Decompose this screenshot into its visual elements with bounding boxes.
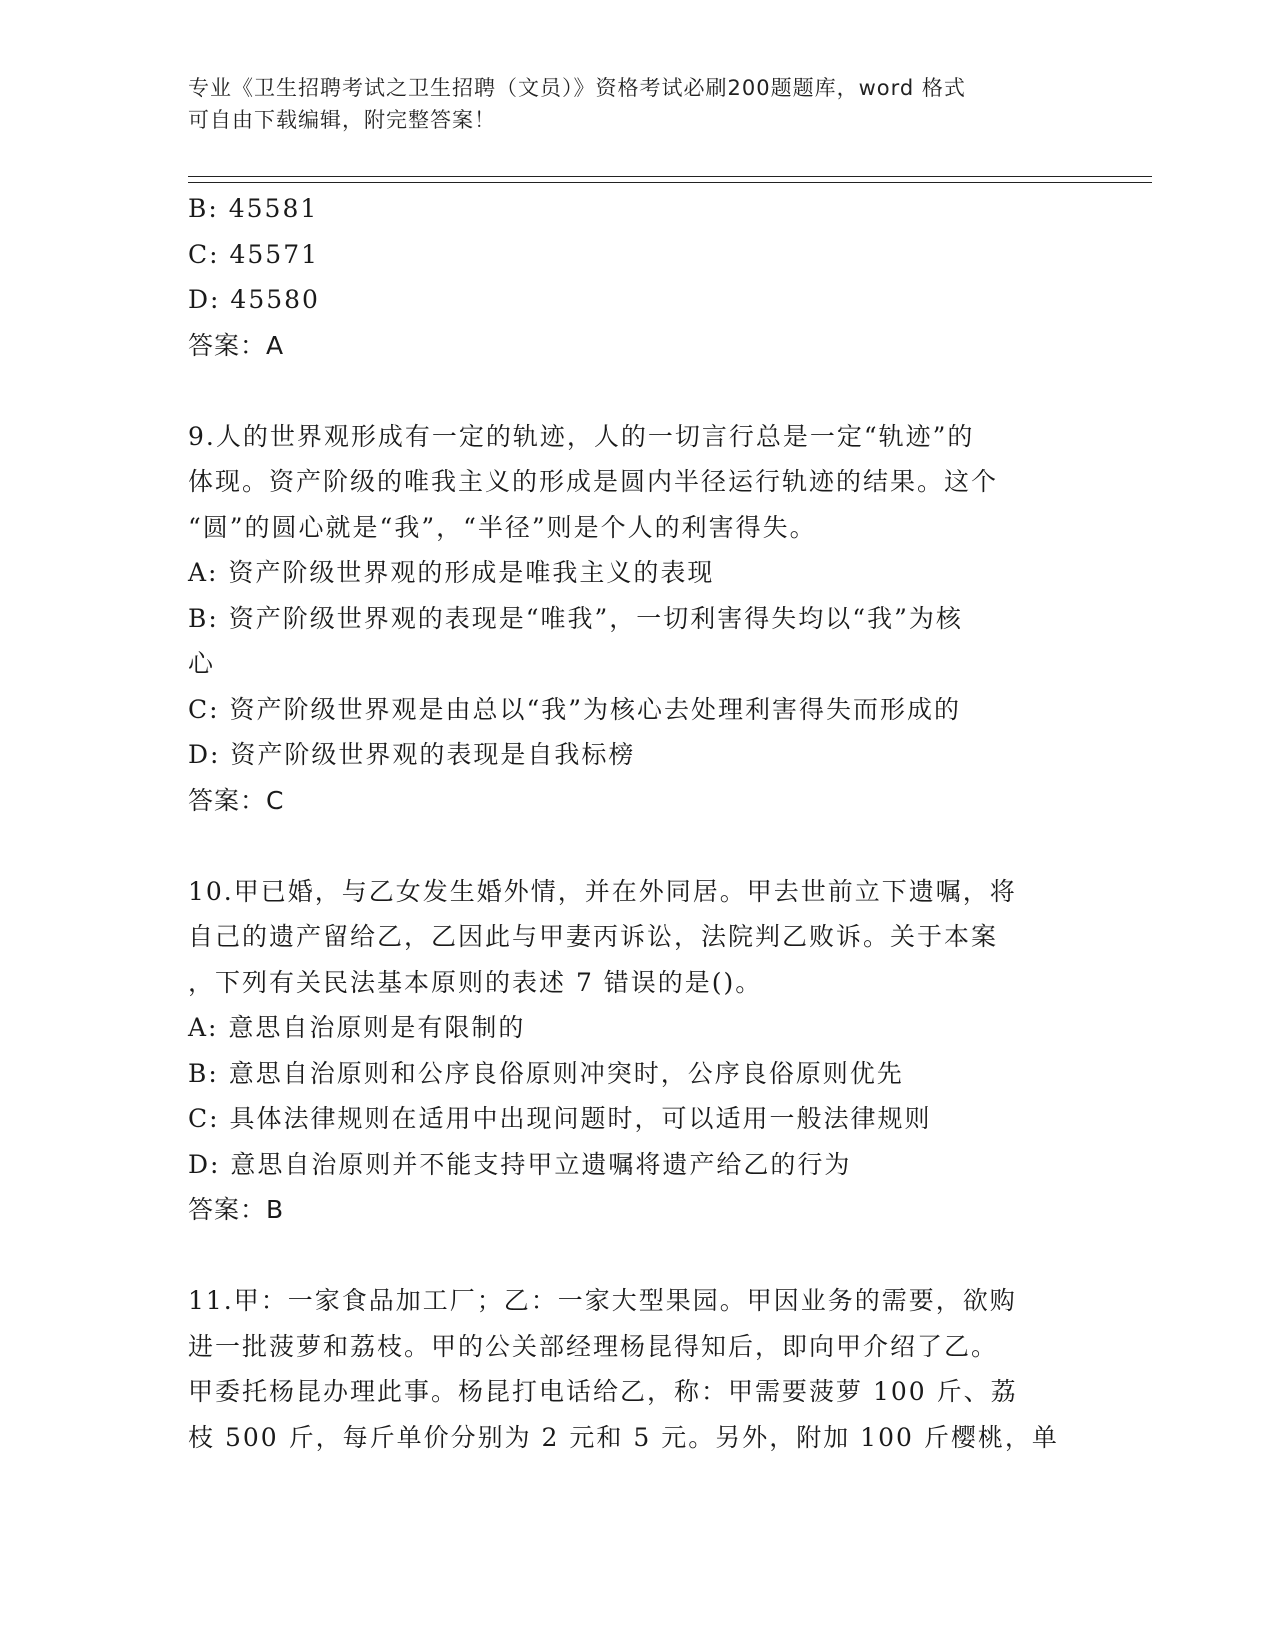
answer-line: 答案：A [188,330,285,360]
question-stem-line: ，下列有关民法基本原则的表述 7 错误的是()。 [188,967,763,997]
option-d: D: 45580 [188,285,320,314]
question-stem-line: 甲委托杨昆办理此事。杨昆打电话给乙，称：甲需要菠萝 100 斤、荔 [188,1377,1018,1406]
header-rule-bottom [188,182,1152,183]
option-b: B: 意思自治原则和公序良俗原则冲突时，公序良俗原则优先 [188,1058,904,1088]
question-stem-line: 体现。资产阶级的唯我主义的形成是圆内半径运行轨迹的结果。这个 [188,467,999,496]
header-rule-top [188,176,1152,177]
option-c: C: 45571 [188,239,320,269]
question-11 [188,1278,1088,1460]
question-stem-line: 枝 500 斤，每斤单价分别为 2 元和 5 元。另外，附加 100 斤樱桃，单 [188,1422,1059,1452]
question-9 [188,414,1088,824]
option-a: A: 意思自治原则是有限制的 [188,1013,526,1042]
question-stem-line: “圆”的圆心就是“我”，“半径”则是个人的利害得失。 [188,512,817,542]
question-stem-line: 10.甲已婚，与乙女发生婚外情，并在外同居。甲去世前立下遗嘱，将 [188,876,1017,906]
question-stem-line: 9.人的世界观形成有一定的轨迹，人的一切言行总是一定“轨迹”的 [188,421,975,451]
option-a: A: 资产阶级世界观的形成是唯我主义的表现 [188,558,715,587]
question-stem-line: 11.甲：一家食品加工厂；乙：一家大型果园。甲因业务的需要，欲购 [188,1286,1017,1315]
answer-line: 答案：C [188,785,285,815]
header-line-1: 专业《卫生招聘考试之卫生招聘（文员）》资格考试必刷200题题库，word 格式 [188,76,966,100]
option-d: D: 资产阶级世界观的表现是自我标榜 [188,740,636,769]
question-stem-line: 自己的遗产留给乙，乙因此与甲妻丙诉讼，法院判乙败诉。关于本案 [188,922,999,951]
option-b: B: 45581 [188,194,319,223]
question-stem-line: 进一批菠萝和荔枝。甲的公关部经理杨昆得知后，即向甲介绍了乙。 [188,1331,999,1361]
answer-line: 答案：B [188,1195,285,1224]
option-b: B: 资产阶级世界观的表现是“唯我”，一切利害得失均以“我”为核 [188,603,963,633]
question-10 [188,869,1088,1233]
option-c: C: 具体法律规则在适用中出现问题时，可以适用一般法律规则 [188,1104,932,1133]
option-b-continued: 心 [188,649,216,678]
question-8-tail [188,186,1088,368]
question-content [188,186,1088,1460]
page-header [188,72,1068,136]
option-c: C: 资产阶级世界观是由总以“我”为核心去处理利害得失而形成的 [188,694,962,724]
option-d: D: 意思自治原则并不能支持甲立遗嘱将遗产给乙的行为 [188,1149,852,1179]
header-line-2: 可自由下载编辑，附完整答案！ [188,108,496,132]
